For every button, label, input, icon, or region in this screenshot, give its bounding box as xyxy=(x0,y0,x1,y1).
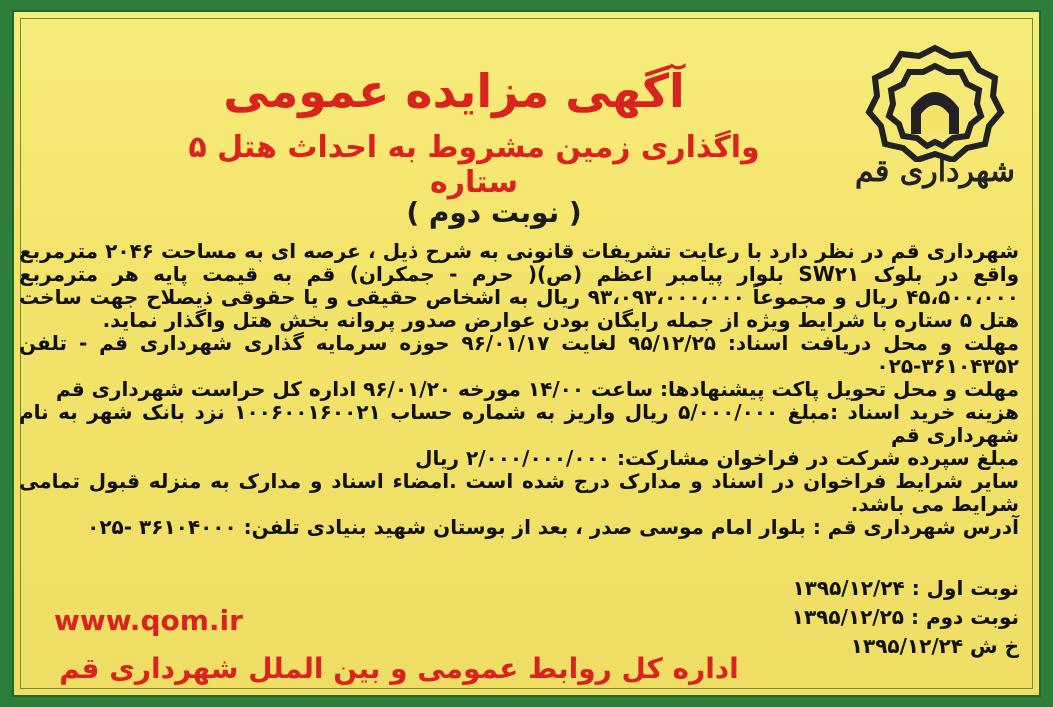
ad-subtitle: واگذاری زمین مشروط به احداث هتل ۵ ستاره xyxy=(188,130,760,200)
publication-round: ( نوبت دوم ) xyxy=(406,196,582,229)
ad-body xyxy=(19,240,1019,539)
website-link[interactable]: www.qom.ir xyxy=(54,604,243,637)
municipality-logo xyxy=(855,42,1015,222)
other-conditions: سایر شرایط فراخوان در اسناد و مدارک درج شده است .امضاء اسناد و مدارک به منزله قبول تمامی شرایط می باشد. xyxy=(19,469,1019,516)
ad-title: آگهی مزایده عمومی xyxy=(223,64,685,118)
proposals-deadline: مهلت و محل تحویل پاکت پیشنهادها: ساعت ۱۴/۰۰ مورخه ۹۶/۰۱/۲۰ اداره کل حراست شهرداری قم xyxy=(55,377,1019,401)
documents-deadline: مهلت و محل دریافت اسناد: ۹۵/۱۲/۲۵ لغایت ۹۶/۰۱/۱۷ حوزه سرمایه گذاری شهرداری قم - تلفن ۳۶۱۰۴۳۵۲-۰۲۵ xyxy=(19,331,1019,378)
deposit-amount: مبلغ سپرده شرکت در فراخوان مشارکت: ۲/۰۰۰/۰۰۰/۰۰۰ ریال xyxy=(415,446,1019,470)
logo-caption: شهرداری قم xyxy=(855,154,1015,189)
first-notice: نوبت اول : ۱۳۹۵/۱۲/۲۴ xyxy=(792,576,1019,600)
advertisement-sheet xyxy=(12,10,1041,697)
documents-fee: هزینه خرید اسناد :مبلغ ۵/۰۰۰/۰۰۰ ریال واریز به شماره حساب ۱۰۰۶۰۰۱۶۰۰۲۱ نزد بانک شهر به نام شهرداری قم xyxy=(19,400,1019,447)
municipality-address: آدرس شهرداری قم : بلوار امام موسی صدر ، بعد از بوستان شهید بنیادی تلفن: ۳۶۱۰۴۰۰۰ -۰۲۵ xyxy=(87,515,1019,539)
footer-department: اداره کل روابط عمومی و بین الملل شهرداری قم xyxy=(59,652,739,685)
second-notice: نوبت دوم : ۱۳۹۵/۱۲/۲۵ xyxy=(791,605,1019,629)
municipality-emblem-icon xyxy=(855,42,1015,162)
publication-notices xyxy=(539,574,1019,661)
intro-paragraph: شهرداری قم در نظر دارد با رعایت تشریفات قانونی به شرح ذیل ، عرصه ای به مساحت ۲۰۴۶ مترمربع واقع در بلوک SW۲۱ بلوار پیامبر اعظم (ص)( حرم - جمکران) قم به قیمت پایه هر مترمربع ۴۵،۵۰۰،۰۰۰ ریال و مجموعاً ۹۳،۰۹۳،۰۰۰،۰۰۰ ریال به اشخاص حقیقی و یا حقوقی ذیصلاح جهت ساخت هتل ۵ ستاره با شرایط ویژه از جمله رایگان بودن عوارض صدور پروانه بخش هتل واگذار نماید. xyxy=(19,239,1020,332)
code-notice: خ ش ۱۳۹۵/۱۲/۲۴ xyxy=(850,634,1019,658)
